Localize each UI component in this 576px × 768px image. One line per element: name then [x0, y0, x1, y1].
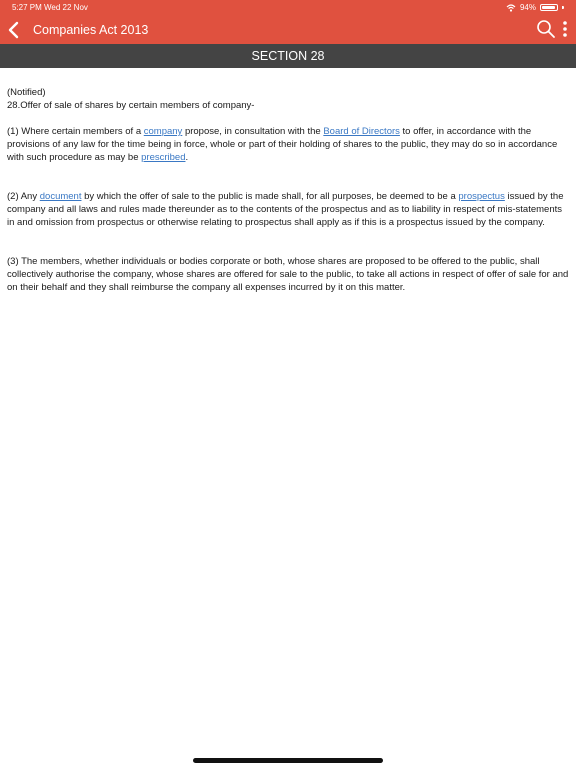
status-time: 5:27 PM Wed 22 Nov: [12, 3, 88, 12]
clause-1-text-a: (1) Where certain members of a: [7, 126, 144, 137]
link-prescribed[interactable]: prescribed: [141, 152, 186, 163]
more-vertical-icon[interactable]: [560, 19, 570, 39]
clause-2-text-c: issued by the company and all laws and rules made thereunder as to the contents of the prospectus and as to liability in respect of mis-statements in and omission from prospectus or otherwise relating to prospectus shall apply as if this is a prospectus issued by the company.: [7, 191, 564, 228]
search-icon[interactable]: [536, 19, 556, 39]
app-title: Companies Act 2013: [33, 23, 149, 37]
app-header: [0, 0, 576, 44]
link-prospectus[interactable]: prospectus: [458, 191, 505, 202]
home-indicator[interactable]: [193, 758, 383, 763]
link-document[interactable]: document: [39, 191, 82, 202]
clause-1-text-b: propose, in consultation with the: [182, 126, 324, 137]
status-indicators: [506, 3, 564, 12]
link-company[interactable]: company: [143, 126, 183, 137]
wifi-icon: [506, 4, 516, 12]
clause-1: [7, 125, 569, 164]
section-heading: 28.Offer of sale of shares by certain members of company-: [7, 100, 255, 111]
section-content: [7, 86, 569, 294]
clause-2-text-a: (2) Any: [7, 191, 40, 202]
clause-2: [7, 190, 569, 229]
link-board-of-directors[interactable]: Board of Directors: [323, 126, 400, 137]
notified-label: (Notified): [7, 87, 46, 98]
chevron-left-icon[interactable]: [6, 20, 22, 40]
clause-1-text-d: .: [185, 152, 189, 163]
battery-icon: [540, 4, 558, 11]
section-title: SECTION 28: [251, 49, 325, 63]
clause-3: (3) The members, whether individuals or bodies corporate or both, whose shares are proposed to be offered to the public, shall collectively authorise the company, whose shares are offered for sale to the public, to take all actions in respect of offer of sale for and on their behalf and they shall reimburse the company all expenses incurred by it on this matter.: [7, 256, 569, 293]
clause-1-text-c: to offer, in accordance with the provisions of any law for the time being in force, whole or part of their holding of shares to the public, they may do so in accordance with such procedure as may be: [7, 126, 558, 163]
battery-percent: 94%: [519, 3, 536, 12]
section-title-bar: [0, 44, 576, 68]
clause-2-text-b: by which the offer of sale to the public is made shall, for all purposes, be deemed to be a: [81, 191, 459, 202]
